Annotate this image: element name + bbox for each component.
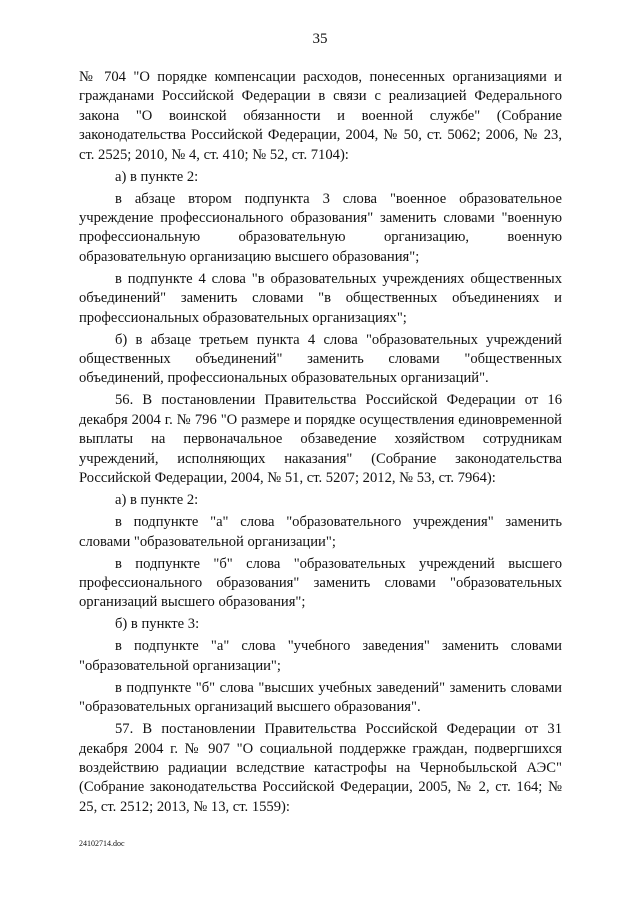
document-body [79, 68, 562, 820]
paragraph: в подпункте "а" слова "образовательного учреждения" заменить словами "образовательной организации"; [79, 514, 562, 550]
page-number: 35 [312, 31, 328, 47]
paragraph: а) в пункте 2: [115, 492, 199, 509]
paragraph: б) в абзаце третьем пункта 4 слова "образовательных учреждений общественных объединений" заменить словами "общественных объединений, профессиональных образовательных организаций". [79, 331, 562, 387]
paragraph: в подпункте "а" слова "учебного заведения" заменить словами "образовательной организации"; [79, 638, 562, 674]
paragraph: а) в пункте 2: [115, 168, 199, 185]
paragraph: № 704 "О порядке компенсации расходов, понесенных организациями и гражданами Российской Федерации в связи с реализацией Федерального закона "О воинской обязанности и военной службе" (Собрание законодательства Российской Федерации, 2004, № 50, ст. 5062; 2006, № 23, ст. 2525; 2010, № 4, ст. 410; № 52, ст. 7104): [79, 69, 562, 163]
paragraph: б) в пункте 3: [115, 616, 200, 633]
paragraph: в абзаце втором подпункта 3 слова "военное образовательное учреждение профессионального образования" заменить словами "военную профессиональную образовательную организацию, военную образовательную организацию высшего образования"; [79, 190, 562, 265]
paragraph: в подпункте 4 слова "в образовательных учреждениях общественных объединений" заменить словами "в общественных объединениях и профессиональных образовательных организациях"; [79, 270, 562, 326]
paragraph: 56. В постановлении Правительства Российской Федерации от 16 декабря 2004 г. № 796 "О размере и порядке осуществления единовременной выплаты на первоначальное обзаведение хозяйством сотрудникам учреждений, исполняющих наказания" (Собрание законодательства Российской Федерации, 2004, № 51, ст. 5207; 2012, № 53, ст. 7964): [79, 392, 562, 487]
paragraph: 57. В постановлении Правительства Российской Федерации от 31 декабря 2004 г. № 907 "О социальной поддержке граждан, подвергшихся воздействию радиации вследствие катастрофы на Чернобыльской АЭС" (Собрание законодательства Российской Федерации, 2005, № 2, ст. 164; № 25, ст. 2512; 2013, № 13, ст. 1559): [79, 721, 562, 815]
paragraph: в подпункте "б" слова "высших учебных заведений" заменить словами "образовательных организаций высшего образования". [79, 679, 562, 716]
paragraph: в подпункте "б" слова "образовательных учреждений высшего профессионального образования" заменить словами "образовательных организаций высшего образования"; [79, 555, 562, 611]
footer-filename: 24102714.doc [79, 839, 125, 848]
